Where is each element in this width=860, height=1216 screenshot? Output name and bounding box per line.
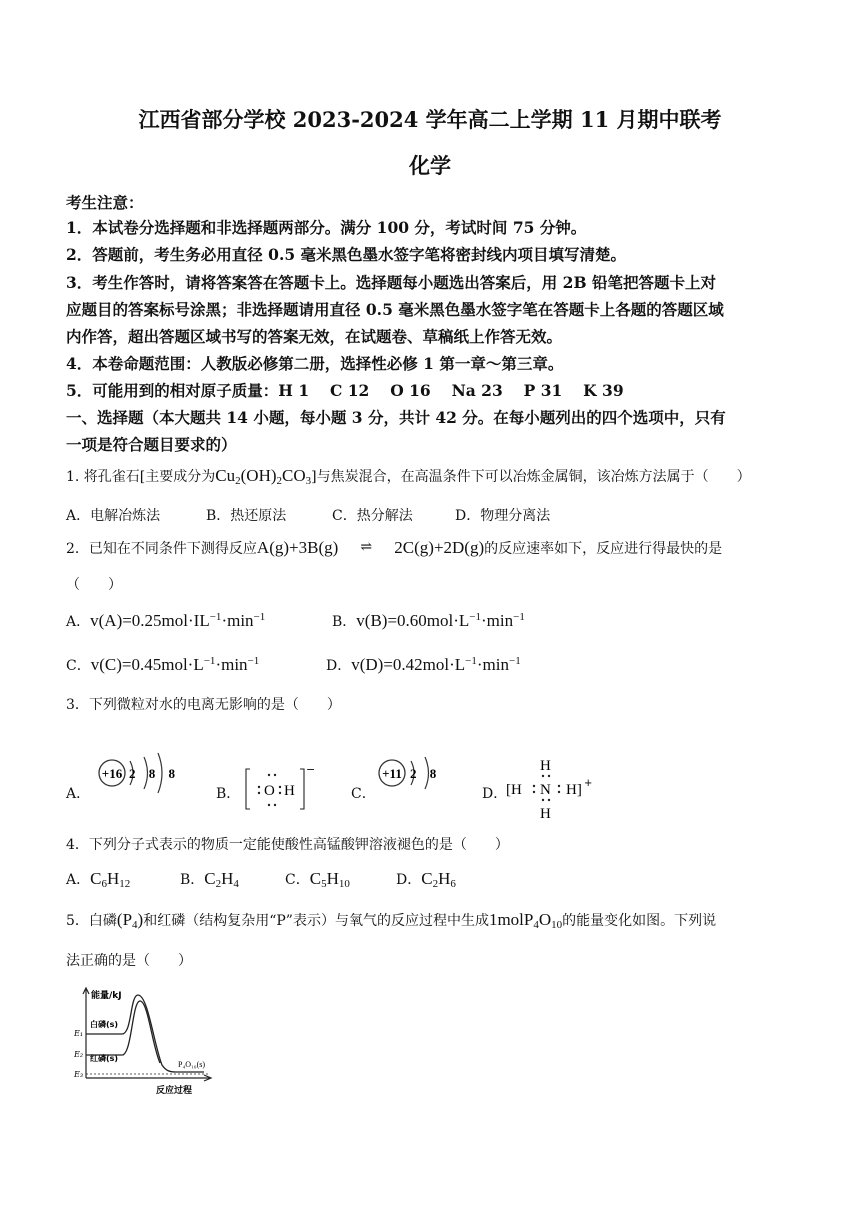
sodium-ion-structure-icon	[374, 745, 444, 805]
graph-red-phosphorus-label: 红磷(s)	[90, 1054, 119, 1063]
atom-c-shells: 2 8	[410, 766, 442, 781]
q4-option-b-label: B．	[180, 872, 205, 888]
q1-option-d[interactable]: D．物理分离法	[455, 508, 551, 524]
q2-option-b[interactable]	[332, 611, 525, 631]
formula-malachite: $Cu_2(OH)_2CO_3$	[215, 466, 312, 487]
hydroxide-ion-structure-icon	[244, 763, 314, 819]
q1-suffix: ]与焦炭混合，在高温条件下可以冶炼金属铜，该冶炼方法属于（ ）	[311, 469, 751, 485]
q4-option-d-label: D．	[396, 872, 422, 888]
graph-x-label: 反应过程	[156, 1086, 193, 1096]
q3-option-b-label[interactable]: B．	[216, 786, 241, 802]
formula-white-phosphorus: $(P_4)$	[116, 910, 144, 931]
graph-product-label: P₄O₁₀(s)	[178, 1060, 206, 1069]
q2-option-a[interactable]	[66, 611, 265, 631]
graph-white-phosphorus-label: 白磷(s)	[90, 1020, 119, 1029]
q2-prefix: 2．已知在不同条件下测得反应	[66, 541, 257, 557]
formula-product: $1molP_4O_{10}$	[488, 910, 563, 931]
svg-text:N: N	[540, 782, 551, 798]
question-4-stem: 4．下列分子式表示的物质一定能使酸性高锰酸钾溶液褪色的是（ ）	[66, 837, 509, 853]
q5-prefix: 5．白磷	[66, 913, 117, 929]
ammonium-ion-structure-icon	[506, 756, 596, 824]
notice-line-6: 4．本卷命题范围：人教版必修第二册，选择性必修 1 第一章～第三章。	[66, 354, 564, 373]
notice-line-7: 5．可能用到的相对原子质量：H 1 C 12 O 16 Na 23 P 31 K 39	[66, 381, 624, 400]
svg-text:[H: [H	[506, 782, 522, 798]
q2-option-c[interactable]	[66, 655, 259, 675]
q3-option-c-label[interactable]: C．	[351, 786, 376, 802]
notice-line-1: 1．本试卷分选择题和非选择题两部分。满分 100 分，考试时间 75 分钟。	[66, 218, 587, 237]
subject-title: 化学	[409, 153, 451, 178]
q4-option-c-formula: $C_5H_{10}$	[309, 869, 350, 890]
q5-suffix: 的能量变化如图。下列说	[562, 913, 717, 929]
atom-c-nucleus: +11	[382, 766, 402, 781]
sulfide-ion-structure-icon	[92, 743, 182, 807]
notice-heading: 考生注意：	[66, 193, 144, 212]
atom-a-nucleus: +16	[101, 766, 123, 781]
svg-text:O: O	[264, 783, 275, 799]
q4-option-c-label: C．	[285, 872, 310, 888]
q1-option-a[interactable]: A．电解冶炼法	[66, 508, 161, 524]
q2-option-c-formula: $v(C)=0.45mol\cdot L^{-1}\cdot\min^{-1}$	[90, 655, 260, 674]
notice-line-3: 3．考生作答时，请将答案答在答题卡上。选择题每小题选出答案后，用 2B 铅笔把答题卡上对	[66, 273, 716, 292]
graph-e2-label: E₂	[74, 1050, 84, 1059]
q4-option-c[interactable]	[285, 869, 350, 889]
question-5-stem	[66, 910, 716, 930]
q2-option-d-label: D．	[326, 658, 352, 674]
q2-option-a-label: A．	[66, 614, 91, 630]
svg-text:+: +	[584, 778, 593, 789]
q4-option-b-formula: $C_2H_4$	[204, 869, 239, 890]
q4-option-a-label: A．	[66, 872, 91, 888]
q3-option-a-label[interactable]: A．	[66, 786, 91, 802]
graph-e1-label: E₁	[74, 1029, 84, 1038]
section-heading-line-1: 一、选择题（本大题共 14 小题，每小题 3 分，共计 42 分。在每小题列出的四个选项中，只有	[66, 408, 726, 427]
q2-option-d[interactable]	[326, 655, 521, 675]
q4-option-a-formula: $C_6H_{12}$	[90, 869, 131, 890]
q2-option-b-formula: $v(B)=0.60mol\cdot L^{-1}\cdot\min^{-1}$	[356, 611, 525, 630]
q1-option-c[interactable]: C．热分解法	[332, 508, 413, 524]
graph-e3-label: E₃	[74, 1070, 84, 1079]
q2-option-c-label: C．	[66, 658, 91, 674]
notice-line-5: 内作答，超出答题区域书写的答案无效，在试题卷、草稿纸上作答无效。	[66, 327, 563, 346]
q2-paren: （ ）	[66, 577, 122, 593]
svg-text:H]: H]	[566, 782, 582, 798]
q2-suffix: 的反应速率如下，反应进行得最快的是	[484, 541, 723, 557]
svg-text:H: H	[540, 758, 551, 774]
svg-text:H: H	[540, 806, 551, 822]
q2-option-b-label: B．	[332, 614, 357, 630]
q4-option-b[interactable]	[180, 869, 239, 889]
q1-prefix: 1. 将孔雀石[主要成分为	[66, 469, 216, 485]
exam-title: 江西省部分学校 2023-2024 学年高二上学期 11 月期中联考	[138, 107, 722, 132]
question-2-stem	[66, 538, 722, 558]
question-1-stem	[66, 466, 751, 486]
atom-a-shells: 2 8 8	[129, 766, 180, 781]
question-3-stem: 3．下列微粒对水的电离无影响的是（ ）	[66, 697, 341, 713]
q4-option-d-formula: $C_2H_6$	[421, 869, 456, 890]
notice-line-2: 2．答题前，考生务必用直径 0.5 毫米黑色墨水签字笔将密封线内项目填写清楚。	[66, 245, 627, 264]
notice-line-4: 应题目的答案标号涂黑；非选择题请用直径 0.5 毫米黑色墨水签字笔在答题卡上各题的答题区域	[66, 300, 724, 319]
q4-option-a[interactable]	[66, 869, 130, 889]
question-5-stem-line-2: 法正确的是（ ）	[66, 953, 192, 969]
q1-option-b[interactable]: B．热还原法	[206, 508, 287, 524]
q2-option-d-formula: $v(D)=0.42mol\cdot L^{-1}\cdot\min^{-1}$	[351, 655, 521, 674]
q3-option-d-label[interactable]: D．	[482, 786, 508, 802]
reaction-equation: A(g)+3B(g) ⇌ 2C(g)+2D(g)	[256, 538, 485, 557]
svg-text:−: −	[306, 763, 316, 776]
energy-diagram	[72, 985, 222, 1101]
section-heading-line-2: 一项是符合题目要求的）	[66, 435, 237, 454]
graph-y-label: 能量/kJ	[91, 991, 122, 1001]
q4-option-d[interactable]	[396, 869, 456, 889]
q2-option-a-formula: $v(A)=0.25mol\cdot IL^{-1}\cdot\min^{-1}$	[90, 611, 266, 630]
svg-text:H: H	[284, 783, 295, 799]
q5-middle: 和红磷（结构复杂用“P”表示）与氧气的反应过程中生成	[143, 913, 489, 929]
